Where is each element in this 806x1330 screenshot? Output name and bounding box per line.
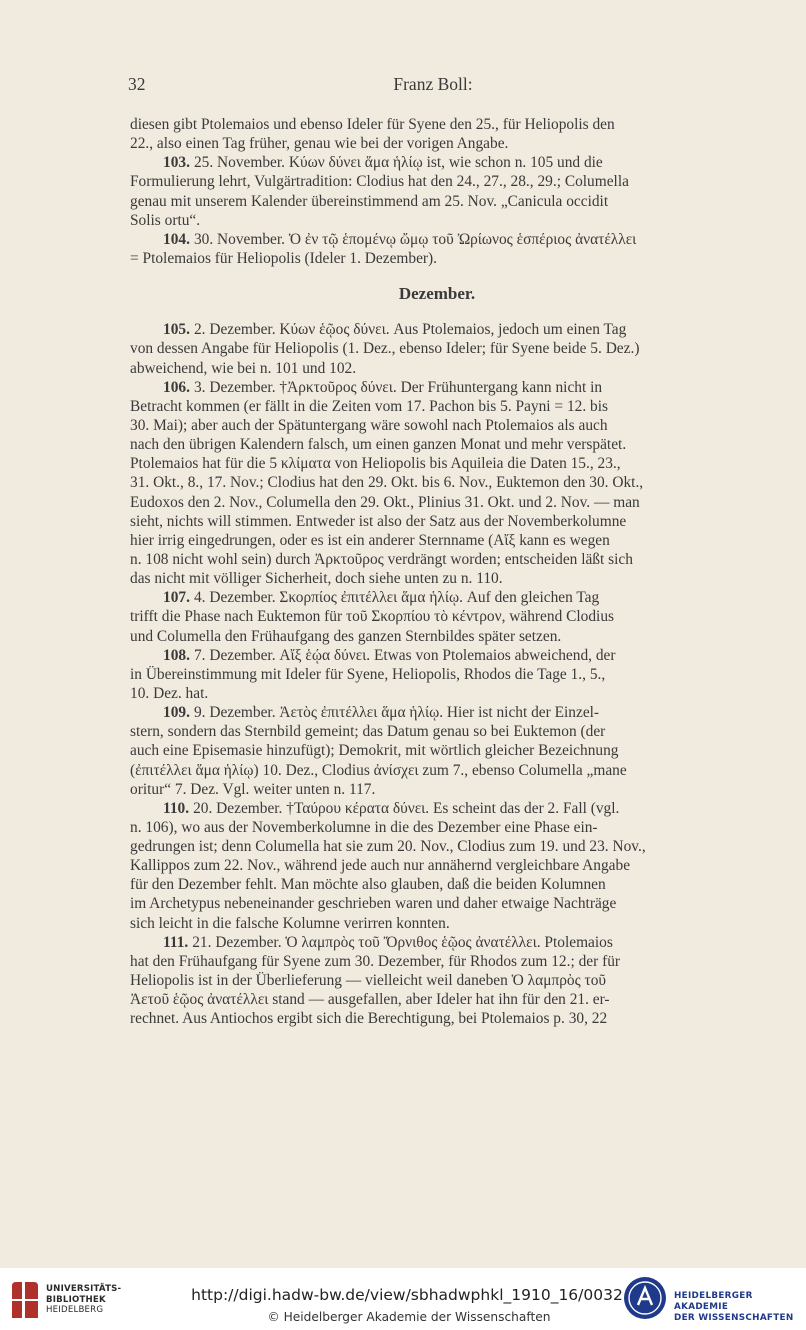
text-line: rechnet. Aus Antiochos ergibt sich die Berechtigung, bei Ptolemaios p. 30, 22	[130, 1010, 608, 1028]
text-line: 7. Dezember. Αἴξ ἑῴα δύνει. Etwas von Ptolemaios abweichend, der	[193, 646, 616, 664]
entry-number: 107.	[163, 589, 190, 607]
text-line: 30. Mai); aber auch der Spätuntergang wäre sowohl nach Ptolemaios als auch	[130, 416, 608, 434]
text-line: 30. November. Ὁ ἐν τῷ ἑπομένῳ ὤμῳ τοῦ Ὠρίωνος ἑσπέριος ἀνατέλλει	[193, 230, 637, 248]
text-line: stern, sondern das Sternbild gemeint; das Datum genau so bei Euktemon (der	[130, 723, 606, 741]
entry-number: 106.	[163, 378, 190, 396]
copyright-notice: © Heidelberger Akademie der Wissenschaften	[267, 1310, 551, 1324]
logo-line: UNIVERSITÄTS-	[46, 1284, 122, 1294]
entry-109	[130, 703, 738, 722]
entry-106	[130, 378, 738, 397]
entry-108	[130, 646, 738, 665]
text-line: und Columella den Frühaufgang des ganzen Sternbildes später setzen.	[130, 627, 562, 645]
text-line: Heliopolis ist in der Überlieferung — vielleicht weil daneben Ὁ λαμπρὸς τοῦ	[130, 972, 607, 990]
entry-105	[130, 320, 738, 339]
text-line: 2. Dezember. Κύων ἑῷος δύνει. Aus Ptolemaios, jedoch um einen Tag	[193, 321, 627, 339]
text-line: abweichend, wie bei n. 101 und 102.	[130, 359, 357, 377]
entry-104	[130, 230, 738, 249]
section-heading: Dezember.	[398, 284, 476, 304]
text-line: hat den Frühaufgang für Syene zum 30. Dezember, für Rhodos zum 12.; der für	[130, 952, 621, 970]
body-text	[130, 115, 738, 1028]
text-line: (ἐπιτέλλει ἅμα ἡλίῳ) 10. Dez., Clodius ἀνίσχει zum 7., ebenso Columella „mane	[130, 761, 627, 779]
text-line: 22., also einen Tag früher, genau wie bei der vorigen Angabe.	[130, 135, 509, 153]
logo-line: HEIDELBERG	[46, 1305, 104, 1315]
text-line: oritur“ 7. Dez. Vgl. weiter unten n. 117.	[130, 780, 376, 798]
text-line: sich leicht in die falsche Kolumne verirren konnten.	[130, 914, 450, 932]
text-line: im Archetypus nebeneinander geschrieben waren und daher etwaige Nachträge	[130, 895, 617, 913]
logo-line: HEIDELBERGER AKADEMIE	[674, 1291, 753, 1312]
logo-line: BIBLIOTHEK	[46, 1294, 106, 1305]
text-line: Solis ortu“.	[130, 211, 201, 229]
text-line: diesen gibt Ptolemaios und ebenso Ideler für Syene den 25., für Heliopolis den	[130, 116, 615, 133]
academy-logo[interactable]	[620, 1275, 802, 1323]
entry-number: 109.	[163, 704, 190, 722]
text-line: 10. Dez. hat.	[130, 684, 209, 702]
text-line: Kallippos zum 22. Nov., während jede auch nur annähernd vergleichbare Angabe	[130, 857, 631, 875]
running-head: Franz Boll:	[393, 74, 473, 94]
entry-103	[130, 153, 738, 172]
text-line: für den Dezember fehlt. Man möchte also glauben, daß die beiden Kolumnen	[130, 876, 606, 894]
text-line: 4. Dezember. Σκορπίος ἐπιτέλλει ἅμα ἡλίῳ. Auf den gleichen Tag	[193, 589, 600, 607]
text-line: 3. Dezember. †Ἀρκτοῦρος δύνει. Der Frühuntergang kann nicht in	[193, 378, 603, 396]
text-line: 21. Dezember. Ὁ λαμπρὸς τοῦ Ὄρνιθος ἑῷος ἀνατέλλει. Ptolemaios	[192, 933, 613, 951]
page-number: 32	[128, 74, 146, 94]
entry-number: 104.	[163, 230, 190, 248]
entry-number: 111.	[163, 933, 189, 951]
text-line: Betracht kommen (er fällt in die Zeiten vom 17. Pachon bis 5. Payni = 12. bis	[130, 397, 609, 415]
source-url-link[interactable]: http://digi.hadw-bw.de/view/sbhadwphkl_1910_16/0032	[191, 1286, 623, 1304]
page-header	[128, 74, 738, 102]
academy-logo-text	[674, 1291, 802, 1324]
text-line: trifft die Phase nach Euktemon für τοῦ Σκορπίου τὸ κέντρον, während Clodius	[130, 608, 615, 626]
entry-107	[130, 588, 738, 607]
text-line: n. 108 nicht wohl sein) durch Ἀρκτοῦρος verdrängt worden; entscheiden läßt sich	[130, 550, 633, 568]
text-line: 25. November. Κύων δύνει ἅμα ἡλίῳ ist, wie schon n. 105 und die	[193, 154, 603, 172]
text-line: in Übereinstimmung mit Ideler für Syene, Heliopolis, Rhodos die Tage 1., 5.,	[130, 665, 606, 683]
text-line: nach den übrigen Kalendern falsch, um einen ganzen Monat und mehr verspätet.	[130, 436, 627, 454]
text-line: von dessen Angabe für Heliopolis (1. Dez., ebenso Ideler; für Syene beide 5. Dez.)	[130, 340, 640, 358]
text-line: 9. Dezember. Ἀετὸς ἐπιτέλλει ἅμα ἡλίῳ. Hier ist nicht der Einzel-	[193, 704, 600, 722]
text-line: n. 106), wo aus der Novemberkolumne in die des Dezember eine Phase ein-	[130, 818, 598, 836]
entry-110	[130, 799, 738, 818]
text-line: 20. Dezember. †Ταύρου κέρατα δύνει. Es scheint das der 2. Fall (vgl.	[193, 799, 620, 817]
text-line: auch eine Episemasie hinzufügt); Demokrit, mit wörtlich gleicher Bezeichnung	[130, 742, 619, 760]
footer-bar	[0, 1268, 806, 1330]
text-line: das nicht mit völliger Sicherheit, doch siehe unten zu n. 110.	[130, 570, 503, 588]
entry-number: 103.	[163, 154, 190, 172]
entry-111	[130, 933, 738, 952]
text-line: Ptolemaios hat für die 5 κλίματα von Heliopolis bis Aquileia die Daten 15., 23.,	[130, 455, 621, 473]
text-line: Eudoxos den 2. Nov., Columella den 29. Okt., Plinius 31. Okt. und 2. Nov. — man	[130, 493, 640, 511]
text-line: hier irrig eingedrungen, oder es ist ein anderer Sternname (Αἴξ kann es wegen	[130, 531, 610, 549]
text-line: 31. Okt., 8., 17. Nov.; Clodius hat den 29. Okt. bis 6. Nov., Euktemon den 30. Okt.,	[130, 474, 644, 492]
entry-number: 105.	[163, 321, 190, 339]
text-line: sieht, nichts will stimmen. Entweder ist also der Satz aus der Novemberkolumne	[130, 512, 627, 530]
text-line: genau mit unserem Kalender übereinstimmend am 25. Nov. „Canicula occidit	[130, 192, 609, 210]
text-line: Ἀετοῦ ἑῷος ἀνατέλλει stand — ausgefallen, aber Ideler hat ihn für den 21. er-	[130, 991, 610, 1009]
entry-number: 108.	[163, 646, 190, 664]
text-line: gedrungen ist; denn Columella hat sie zum 20. Nov., Clodius zum 19. und 23. Nov.,	[130, 838, 646, 856]
academy-emblem-icon	[622, 1275, 668, 1321]
logo-line: DER WISSENSCHAFTEN	[674, 1313, 794, 1323]
text-line: = Ptolemaios für Heliopolis (Ideler 1. Dezember).	[130, 249, 437, 267]
text-line: Formulierung lehrt, Vulgärtradition: Clodius hat den 24., 27., 28., 29.; Columella	[130, 173, 629, 191]
entry-number: 110.	[163, 799, 190, 817]
